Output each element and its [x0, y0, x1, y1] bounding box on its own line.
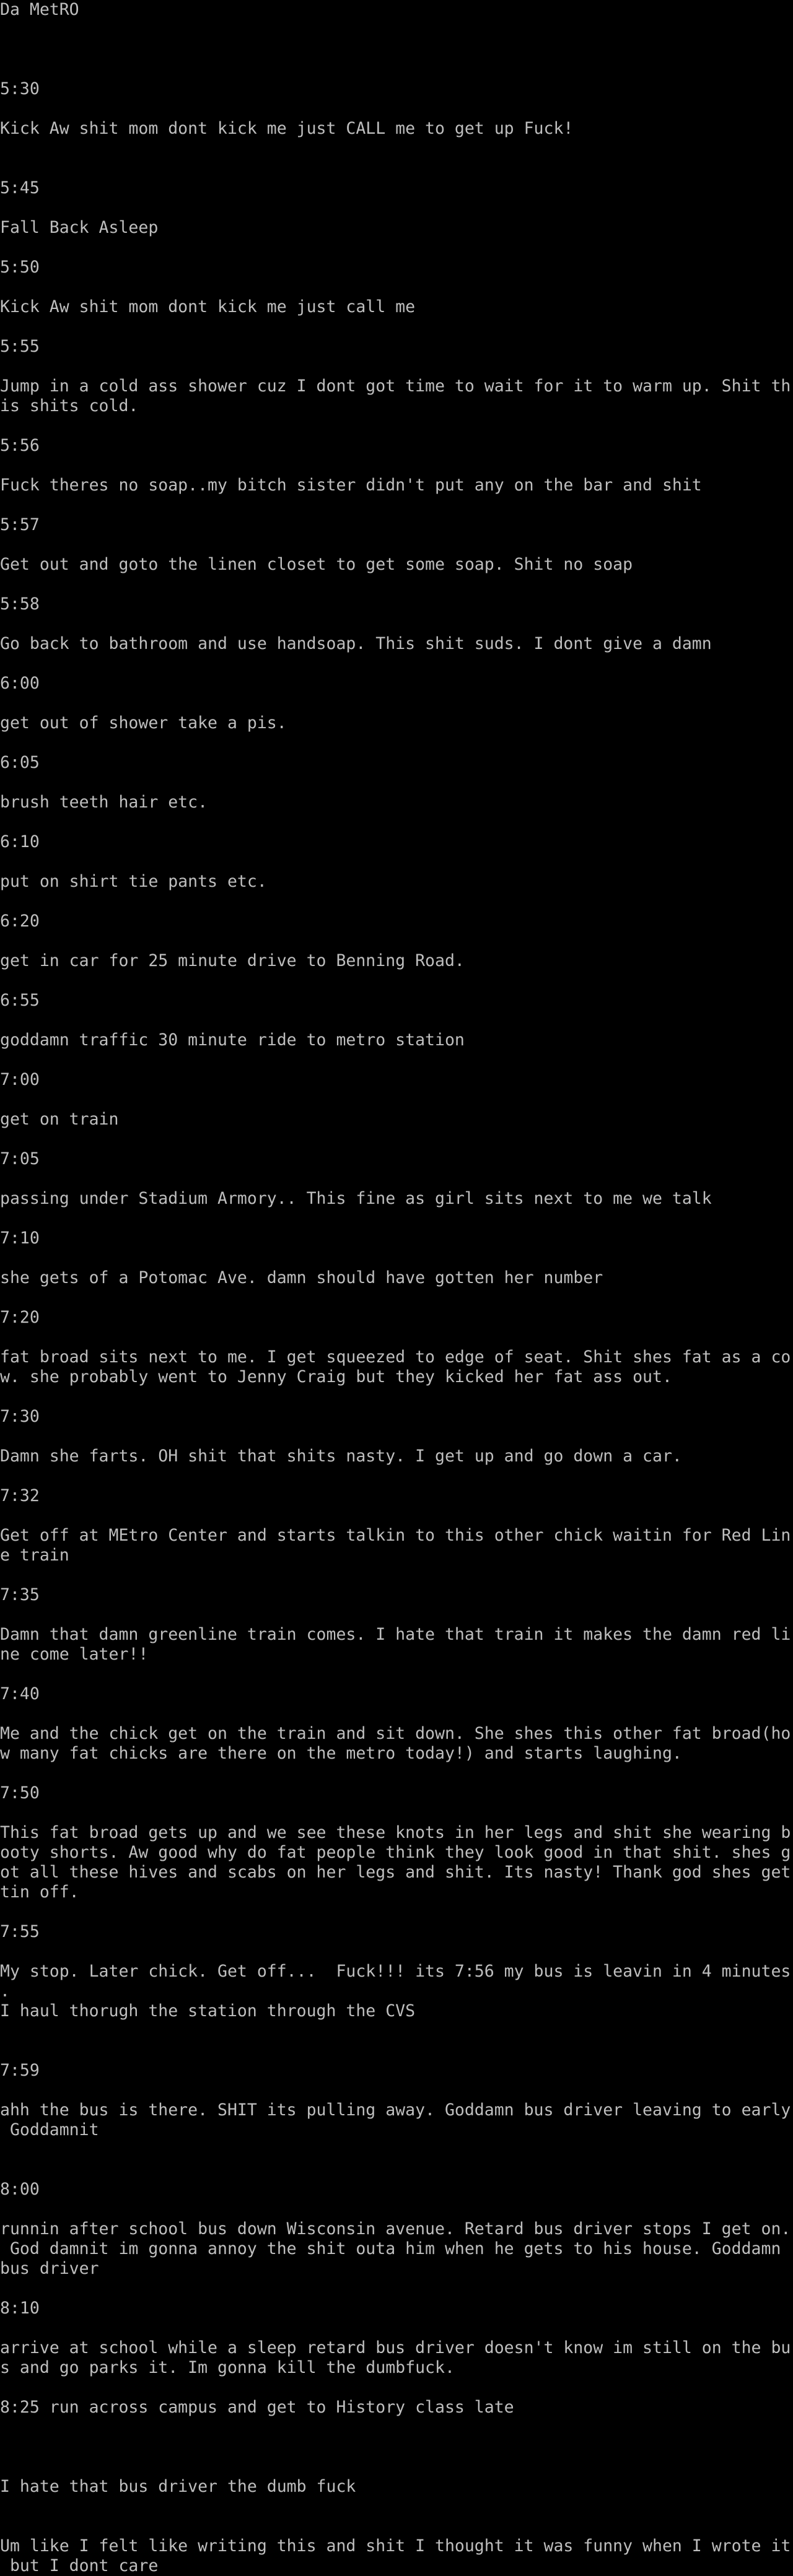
text-line: [0, 1704, 793, 1724]
text-line: [0, 2318, 793, 2338]
text-line: [0, 2041, 793, 2061]
text-line: Fall Back Asleep: [0, 218, 159, 237]
text-line: get on train: [0, 1110, 119, 1129]
text-line: [0, 892, 793, 912]
text-line: [0, 812, 793, 832]
text-line: 7:30: [0, 1407, 40, 1426]
text-line: This fat broad gets up and we see these knots in her legs and shit she wearing b: [0, 1823, 791, 1842]
text-line: 7:40: [0, 1684, 40, 1704]
text-line: [0, 99, 793, 119]
text-line: [0, 159, 793, 178]
text-line: [0, 2497, 793, 2517]
text-line: Da MetRO: [0, 0, 79, 19]
text-line: brush teeth hair etc.: [0, 793, 208, 812]
text-line: 7:59: [0, 2061, 40, 2080]
text-line: 5:55: [0, 337, 40, 356]
text-line: [0, 2457, 793, 2477]
text-line: bus driver: [0, 2259, 99, 2278]
text-line: fat broad sits next to me. I get squeezed to edge of seat. Shit shes fat as a co: [0, 1347, 791, 1367]
text-line: runnin after school bus down Wisconsin avenue. Retard bus driver stops I get on.: [0, 2219, 791, 2239]
text-line: [0, 1129, 793, 1149]
text-line: [0, 535, 793, 555]
text-line: 6:00: [0, 674, 40, 693]
text-line: 5:30: [0, 79, 40, 98]
text-line: Goddamnit: [0, 2120, 99, 2139]
text-line: Get out and goto the linen closet to get some soap. Shit no soap: [0, 555, 633, 574]
text-line: I hate that bus driver the dumb fuck: [0, 2477, 356, 2496]
text-line: [0, 1942, 793, 1962]
text-line: [0, 317, 793, 337]
text-line: [0, 1090, 793, 1110]
text-line: ot all these hives and scabs on her legs and shit. Its nasty! Thank god shes get: [0, 1863, 791, 1882]
text-line: [0, 2140, 793, 2160]
text-line: Go back to bathroom and use handsoap. This shit suds. I dont give a damn: [0, 634, 712, 653]
text-line: ahh the bus is there. SHIT its pulling away. Goddamn bus driver leaving to early: [0, 2100, 791, 2120]
text-line: 7:05: [0, 1149, 40, 1168]
text-line: [0, 931, 793, 951]
text-line: she gets of a Potomac Ave. damn should have gotten her number: [0, 1268, 603, 1287]
text-line: ne come later!!: [0, 1645, 149, 1664]
text-line: Jump in a cold ass shower cuz I dont got time to wait for it to warm up. Shit th: [0, 376, 791, 396]
text-line: put on shirt tie pants etc.: [0, 872, 267, 891]
text-line: [0, 139, 793, 159]
text-line: [0, 694, 793, 713]
text-line: Um like I felt like writing this and shit I thought it was funny when I wrote it: [0, 2536, 791, 2556]
text-line: [0, 495, 793, 515]
text-line: 7:20: [0, 1308, 40, 1327]
text-line: Damn that damn greenline train comes. I hate that train it makes the damn red li: [0, 1625, 791, 1644]
text-line: 6:55: [0, 991, 40, 1010]
text-line: [0, 2417, 793, 2437]
text-line: [0, 2081, 793, 2100]
text-line: [0, 1248, 793, 1268]
text-line: 7:10: [0, 1229, 40, 1248]
text-line: [0, 2517, 793, 2536]
text-line: get in car for 25 minute drive to Benning Road.: [0, 951, 465, 970]
text-line: [0, 1664, 793, 1684]
text-line: passing under Stadium Armory.. This fine as girl sits next to me we talk: [0, 1189, 712, 1208]
text-line: is shits cold.: [0, 396, 139, 416]
text-line: [0, 1427, 793, 1447]
text-line: w many fat chicks are there on the metro today!) and starts laughing.: [0, 1744, 682, 1763]
text-line: e train: [0, 1546, 69, 1565]
text-line: Fuck theres no soap..my bitch sister didn't put any on the bar and shit: [0, 476, 702, 495]
text-line: [0, 2378, 793, 2398]
text-line: 7:32: [0, 1486, 40, 1505]
text-line: [0, 456, 793, 476]
text-line: [0, 575, 793, 594]
text-line: 6:10: [0, 832, 40, 851]
text-line: Kick Aw shit mom dont kick me just call me: [0, 297, 416, 316]
text-line: 7:35: [0, 1585, 40, 1604]
text-line: [0, 1011, 793, 1030]
text-line: [0, 1605, 793, 1625]
text-line: [0, 2160, 793, 2180]
text-line: [0, 1050, 793, 1070]
text-line: 7:55: [0, 1922, 40, 1941]
text-line: [0, 1209, 793, 1229]
text-line: [0, 614, 793, 634]
text-line: 5:57: [0, 515, 40, 534]
text-line: [0, 2200, 793, 2219]
text-line: [0, 1328, 793, 1347]
text-line: [0, 1803, 793, 1823]
text-line: Damn she farts. OH shit that shits nasty. I get up and go down a car.: [0, 1447, 682, 1466]
text-line: [0, 59, 793, 79]
text-line: Get off at MEtro Center and starts talkin to this other chick waitin for Red Lin: [0, 1526, 791, 1545]
text-line: [0, 2021, 793, 2041]
text-line: but I dont care: [0, 2556, 159, 2575]
text-line: [0, 1288, 793, 1308]
text-line: [0, 1506, 793, 1526]
text-line: 5:56: [0, 436, 40, 455]
text-line: ooty shorts. Aw good why do fat people think they look good in that shit. shes g: [0, 1843, 791, 1862]
text-line: [0, 238, 793, 258]
text-line: s and go parks it. Im gonna kill the dumbfuck.: [0, 2358, 455, 2377]
text-line: [0, 277, 793, 297]
text-line: [0, 971, 793, 991]
text-line: w. she probably went to Jenny Craig but they kicked her fat ass out.: [0, 1367, 672, 1386]
text-line: 8:25 run across campus and get to History class late: [0, 2398, 514, 2417]
text-line: [0, 852, 793, 872]
text-line: [0, 773, 793, 793]
text-line: [0, 198, 793, 218]
text-line: get out of shower take a pis.: [0, 713, 287, 733]
text-line: 8:00: [0, 2180, 40, 2199]
text-line: 6:05: [0, 753, 40, 772]
text-line: [0, 654, 793, 674]
text-line: Kick Aw shit mom dont kick me just CALL me to get up Fuck!: [0, 119, 574, 138]
text-line: Me and the chick get on the train and sit down. She shes this other fat broad(ho: [0, 1724, 791, 1743]
text-line: 5:45: [0, 178, 40, 198]
text-line: 7:00: [0, 1070, 40, 1089]
text-line: [0, 2437, 793, 2457]
text-line: [0, 1466, 793, 1486]
text-line: [0, 357, 793, 376]
text-line: [0, 1169, 793, 1189]
text-line: [0, 1387, 793, 1407]
text-line: 8:10: [0, 2299, 40, 2318]
text-line: 5:58: [0, 594, 40, 614]
text-line: [0, 1565, 793, 1585]
text-line: [0, 733, 793, 753]
text-line: [0, 40, 793, 59]
text-line: tin off.: [0, 1882, 79, 1902]
text-line: I haul thorugh the station through the CVS: [0, 2001, 416, 2021]
text-line: [0, 1902, 793, 1922]
text-line: .: [0, 1982, 10, 2001]
text-line: [0, 2279, 793, 2299]
text-line: 6:20: [0, 912, 40, 931]
text-line: 7:50: [0, 1783, 40, 1803]
text-line: [0, 20, 793, 40]
text-line: arrive at school while a sleep retard bus driver doesn't know im still on the bu: [0, 2338, 791, 2357]
text-line: My stop. Later chick. Get off... Fuck!!! its 7:56 my bus is leavin in 4 minutes: [0, 1962, 791, 1981]
text-line: God damnit im gonna annoy the shit outa him when he gets to his house. Goddamn: [0, 2239, 791, 2258]
text-line: [0, 416, 793, 436]
text-line: goddamn traffic 30 minute ride to metro station: [0, 1030, 465, 1050]
text-line: [0, 1764, 793, 1783]
text-line: 5:50: [0, 258, 40, 277]
